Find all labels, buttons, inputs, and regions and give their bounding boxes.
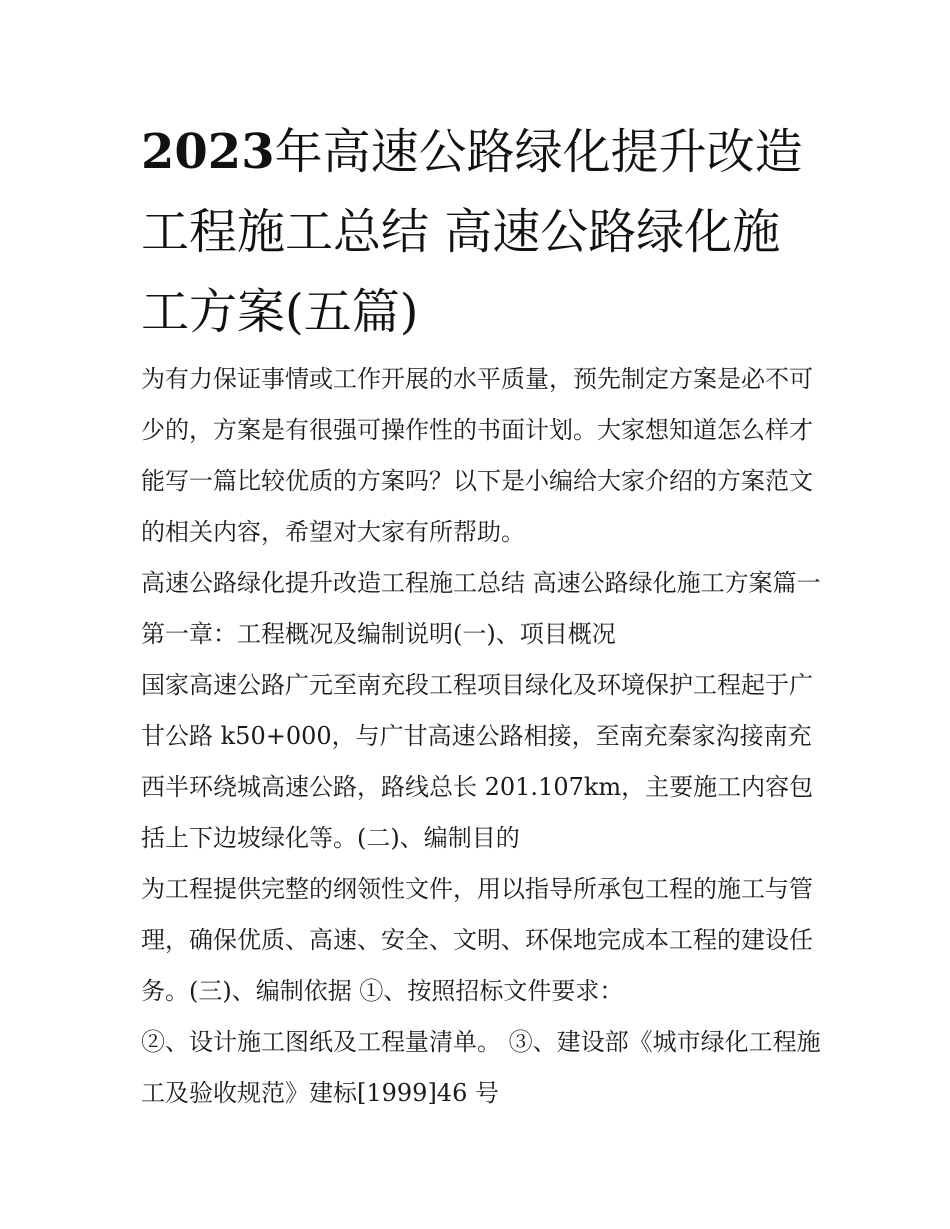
paragraph-chapter-heading: 高速公路绿化提升改造工程施工总结 高速公路绿化施工方案篇一 第一章：工程概况及编制说明(一)、项目概况 [141,569,821,648]
title-text: 年高速公路绿化提升改造工程施工总结 高速公路绿化施工方案(五篇) [141,124,803,340]
paragraph-intro: 为有力保证事情或工作开展的水平质量，预先制定方案是必不可少的，方案是有很强可操作性的书面计划。大家想知道怎么样才能写一篇比较优质的方案吗？以下是小编给大家介绍的方案范文的相关内容，希望对大家有所帮助。 [141,365,813,546]
document-title [141,112,821,352]
document-body [141,354,821,1119]
paragraph-basis: ②、设计施工图纸及工程量清单。 ③、建设部《城市绿化工程施工及验收规范》建标[1999]46 号 [141,1028,821,1107]
paragraph-project-overview: 国家高速公路广元至南充段工程项目绿化及环境保护工程起于广甘公路 k50+000，与广甘高速公路相接，至南充秦家沟接南充西半环绕城高速公路，路线总长 201.107km，主要施工内容包括上下边坡绿化等。(二)、编制目的 [141,671,814,852]
title-year: 2023 [141,124,275,180]
paragraph-purpose: 为工程提供完整的纲领性文件，用以指导所承包工程的施工与管理，确保优质、高速、安全、文明、环保地完成本工程的建设任务。(三)、编制依据 ①、按照招标文件要求： [141,875,813,1005]
